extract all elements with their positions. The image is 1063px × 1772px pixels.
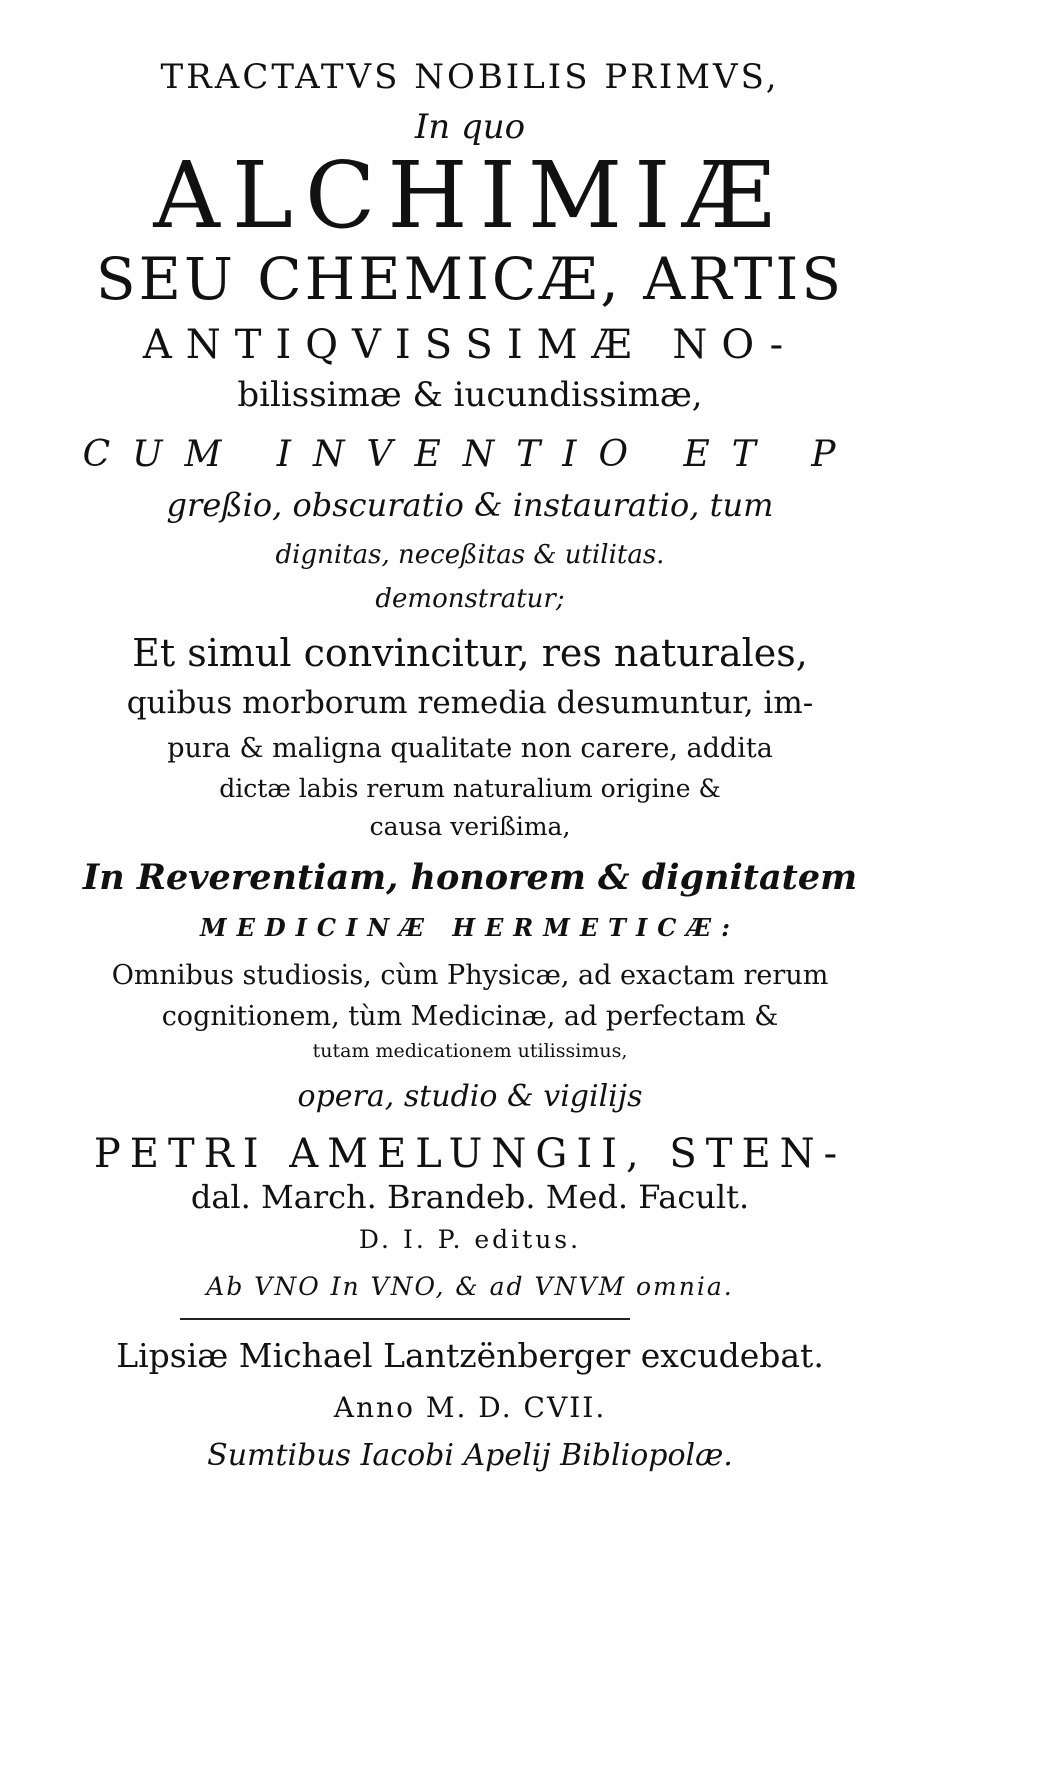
printer-line: Lipsiæ Michael Lantzënberger excudebat. (116, 1336, 824, 1375)
motto-line: Ab VNO In VNO, & ad VNVM omnia. (206, 1272, 734, 1301)
dictae-line: dictæ labis rerum naturalium origine & (219, 774, 721, 803)
subtitle-antiquissimae: ANTIQVISSIMÆ NO- (142, 322, 798, 368)
editus-line: D. I. P. editus. (358, 1225, 582, 1254)
divider-rule (180, 1318, 630, 1320)
tutam-line: tutam medicationem utilissimus, (312, 1040, 628, 1062)
cognitionem-line: cognitionem, tùm Medicinæ, ad perfectam & (161, 1001, 779, 1032)
in-quo: In quo (414, 107, 526, 147)
year-line: Anno M. D. CVII. (333, 1391, 607, 1424)
subtitle-nobilissimae: bilissimæ & iucundissimæ, (237, 375, 703, 415)
opera-line: opera, studio & vigilijs (297, 1079, 643, 1114)
et-simul-line: Et simul convincitur, res naturales, (132, 631, 808, 675)
quibus-line: quibus morborum remedia desumuntur, im- (126, 685, 814, 721)
author-affiliation: dal. March. Brandeb. Med. Facult. (190, 1178, 750, 1216)
author-name: PETRI AMELUNGII, STEN- (93, 1131, 847, 1177)
cum-inventio: CUM INVENTIO ET P (82, 434, 858, 475)
main-title-alchimiae: ALCHIMIÆ (153, 142, 787, 249)
publisher-line: Sumtibus Iacobi Apelij Bibliopolæ. (207, 1438, 733, 1473)
gressio-line: greßio, obscuratio & instauratio, tum (166, 486, 774, 524)
demonstratur-line: demonstratur; (375, 584, 565, 614)
pura-line: pura & maligna qualitate non carere, addita (167, 733, 773, 764)
omnibus-line: Omnibus studiosis, cùm Physicæ, ad exactam rerum (111, 960, 829, 991)
series-title: TRACTATVS NOBILIS PRIMVS, (160, 57, 780, 97)
subtitle-chemicae: SEU CHEMICÆ, ARTIS (95, 245, 845, 313)
dignitas-line: dignitas, neceßitas & utilitas. (275, 540, 665, 570)
in-reverentiam-line: In Reverentiam, honorem & dignitatem (82, 857, 858, 898)
medicinae-hermeticae: MEDICINÆ HERMETICÆ: (200, 913, 740, 942)
causa-line: causa verißima, (369, 812, 571, 841)
